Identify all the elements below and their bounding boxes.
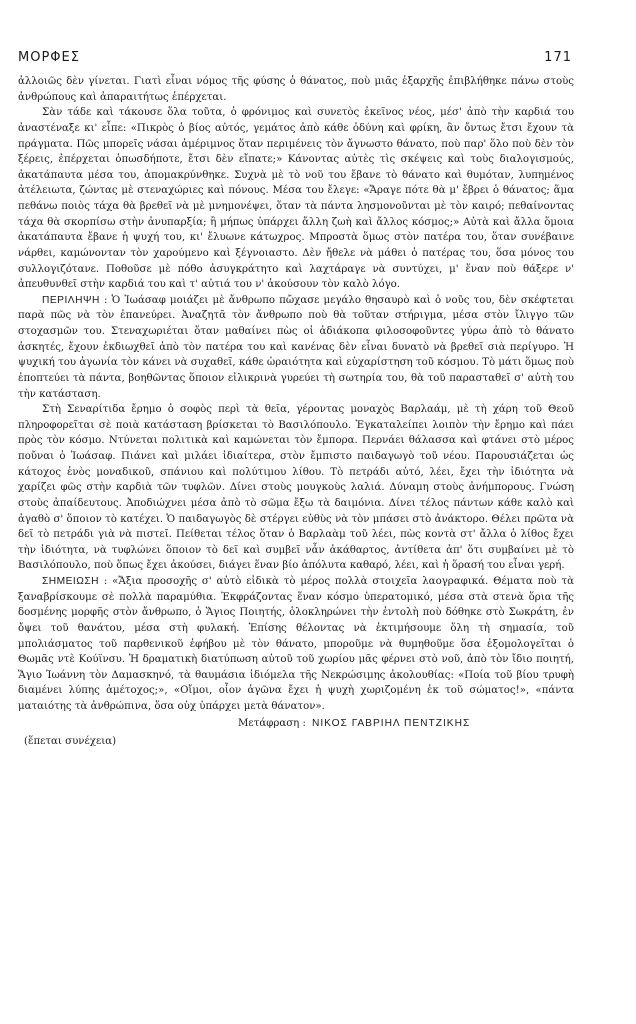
paragraph-2: Σὰν τάδε καὶ τάκουσε ὅλα τοῦτα, ὁ φρόνιμος καὶ συνετὸς ἐκεῖνος νέος, μέσ' ἀπὸ τὴν καρδιά του ἀναστέναξε κι' εἶπε: «Πικρὸς ὁ βίος αὐτός, γεμάτος ἀπὸ κάθε ὀδύνη καὶ φρίκη, ἂν ὄντως ἔτσι ἔχουν τὰ πράγματα. Πῶς μπορεῖς νάσαι ἀμέριμνος ὅταν περιμένεις τὸν ἄγνωστο θάνατο, ποὺ παρ' ὅλο ποὺ δὲν τὸν ξέρεις, ἐπέρχεται ὁπωσδήποτε, ἔτσι δὲν εἴπατε;» Κάνοντας αὐτὲς τὶς σκέψεις καὶ τοὺς διαλογισμούς, ἀκατάπαυτα μέσα του, ἀπομακρύνθηκε. Συχνὰ μὲ τὸ νοῦ του ἔβανε τὸ θάνατο καὶ θυμόταν, λυπημένος ἀτέλειωτα, ζώντας μὲ στεναχώριες καὶ πόνους. Μέσα του ἔλεγε: «Ἄραγε πότε θὰ μ' ἔβρει ὁ θάνατος; ἅμα πεθάνω ποιὸς τάχα θὰ βρεθεῖ νὰ μὲ μνημονέψει, ὅταν τὰ πάντα λησμονοῦνται μὲ τὸν καιρό; πεθαίνοντας τάχα θὰ σκορπίσω στὴν ἀνυπαρξία; ἢ μήπως ὑπάρχει ἄλλη ζωὴ καὶ ἄλλος κόσμος;» Αὐτὰ καὶ ἄλλα ὅμοια ἀκατάπαυτα ἔβανε ἡ ψυχή του, κι' ἔλυωνε κάτωχρος. Μπροστὰ ὅμως στὸν πατέρα του, ὅταν συνέβαινε νάρθει, καμώνονταν τὸν χαρούμενο καὶ ξέγνοιαστο. Δὲν ἤθελε νὰ μάθει ὁ πατέρας του, ὅσα μόνος του συλλογιζότανε. Ποθοῦσε μὲ πόθο ἀσυγκράτητο καὶ λαχτάραγε νὰ συντύχει, μ' ἕναν ποὺ θάξερε ν' ἀπευθυνθεῖ στὴν καρδιά του καὶ τ' αὐτιά του ν' ἀκούσουν τὸν καλὸ λόγο. (18, 107, 574, 291)
summary-text: : Ὁ Ἰωάσαφ μοιάζει μὲ ἄνθρωπο πὤχασε μεγάλο θησαυρὸ καὶ ὁ νοῦς του, δὲν σκέφτεται παρὰ πῶς νὰ τὸν ἐπανεύρει. Ἀναζητᾶ τὸν ἄνθρωπο ποὺ θὰ τοῦταν στήριγμα, μέσα στὸν ἴλιγγο τῶν στοχασμῶν του. Στεναχωριέται ὅταν μαθαίνει πὼς οἱ ἀδιάκοπα φιλοσοφοῦντες γύρω ἀπὸ τὸ θάνατο ἀσκητές, ἔχουν ἐκδιωχθεῖ ἀπὸ τὸν πατέρα του καὶ κανένας δὲν εἶναι δυνατὸ νὰ βρεθεῖ σιὰ περίγυρο. Ἡ ψυχική του ἀγωνία τὸν κάνει νὰ συχαθεῖ, κάθε ὡραιότητα καὶ εὐχαρίστηση τοῦ κόσμου. Τὸ μάτι ὅμως ποὺ ἐποπτεύει τὰ πάντα, βοηθῶντας ὅποιον εἰλικρινὰ γυρεύει τὴ σωτηρία του, θὰ τοῦ παρασταθεῖ σ' αὐτὴ του τὴν κατάσταση. (18, 294, 574, 400)
paragraph-4: Στὴ Σεναρίτιδα ἔρημο ὁ σοφὸς περὶ τὰ θεῖα, γέροντας μοναχὸς Βαρλαάμ, μὲ τὴ χάρη τοῦ Θεοῦ πληροφορεῖται σὲ ποιὰ κατάσταση βρίσκεται τὸ Βασιλόπουλο. Ἐγκαταλείπει λοιπὸν τὴν ἔρημο καὶ πάει πρὸς τὸν κόσμο. Ντύνεται πολιτικὰ καὶ καμώνεται τὸν ἔμπορα. Περνάει θάλασσα καὶ φτάνει στὸ μέρος ποὔναι ὁ Ἰωάσαφ. Πιάνει καὶ μιλάει ἰδιαίτερα, στὸν ἔμπιστο παιδαγωγὸ τοῦ νέου. Παρουσιάζεται ὡς κάτοχος ἑνὸς μοναδικοῦ, σπάνιου καὶ πολύτιμου λίθου. Τὸ πετράδι αὐτό, λέει, ἔχει τὴν ἰδιότητα νὰ χαρίζει φῶς στὴν καρδιὰ τῶν τυφλῶν. Δίνει στοὺς μουγκοὺς λαλιά. Δύναμη στοὺς ἀνήμπορους. Γνώση στοὺς ἀπαίδευτους. Ἀποδιώχνει μέσα ἀπὸ τὸ σῶμα ἔξω τὰ δαιμόνια. Δίνει τέλος πάντων κάθε καλὸ καὶ ἀγαθὸ σ' ὅποιον τὸ κατέχει. Ὁ παιδαγωγὸς δὲ στέργει εὐθὺς νὰ τὸν μπάσει στὸ ἀνάκτορο. Θέλει πρῶτα νὰ δεῖ τὸ πετράδι γιὰ νὰ πιστεῖ. Πείθεται τέλος ὅταν ὁ Βαρλαὰμ τοῦ λέει, πὼς κοντὰ στ' ἄλλα ὁ λίθος ἔχει τὴν ἰδιότητα, νὰ τυφλώνει ὅποιον τὸ δεῖ καὶ συμβεῖ νἆν ἀκάθαρτος, ἀντίθετα ἀπ' ὅτι συμβαίνει μὲ τὸ Βασιλόπουλο, ποὺ ὅπως ἔχει ἀκούσει, διάγει ἕναν βίο ἀπόλυτα καθαρό, λέει, καὶ ἡ ὅρασή του εἶναι γερή. (18, 404, 574, 572)
translation-label: Μετάφραση : (238, 717, 306, 729)
running-header (18, 50, 572, 68)
article-body (18, 74, 574, 750)
continued-note: (ἕπεται συνέχεια) (24, 736, 117, 748)
journal-title: ΜΟΡΦΕΣ (18, 50, 80, 65)
page-number: 171 (544, 50, 572, 65)
note-paragraph (18, 574, 574, 715)
summary-paragraph (18, 293, 574, 402)
note-heading: ΣΗΜΕΙΩΣΗ (42, 576, 100, 587)
translation-credit (238, 716, 574, 732)
paragraph-1: ἀλλοιῶς δὲν γίνεται. Γιατὶ εἶναι νόμος τῆς φύσης ὁ θάνατος, ποὺ μιᾶς ἐξαρχῆς ἐπιβλήθηκε πάνω στοὺς ἀνθρώπους καὶ ἀπαραιτήτως ἐπέρχεται. (18, 76, 574, 103)
summary-heading: ΠΕΡΙΛΗΨΗ (42, 294, 100, 306)
translator-name: ΝΙΚΟΣ ΓΑΒΡΙΗΛ ΠΕΝΤΖΙΚΗΣ (311, 717, 471, 729)
note-text: : «Ἄξια προσοχῆς σ' αὐτὸ εἰδικὰ τὸ μέρος πολλὰ στοιχεῖα λαογραφικά. Θέματα ποὺ τὰ ξαναβρίσκουμε σὲ πολλὰ παραμύθια. Ἐκφράζοντας ἕναν κόσμο ὑπερατομικό, μέσα στὰ στενὰ ὅρια τῆς δοσμένης μορφῆς στὸν ἄνθρωπο, ὁ Ἅγιος Ποιητής, ὁλοκληρώνει τὴν ἐντολὴ ποὺ δόθηκε στὸ Σωκράτη, ἐν ὄψει τοῦ θανάτου, μέσα στὴ φυλακή. Ἐπίσης θέλοντας νὰ ἐκτιμήσουμε ὅλη τὴ σημασία, τοῦ μπολιάσματος τοῦ παρθενικοῦ ἐφήβου μὲ τὸν θάνατο, μποροῦμε νὰ θυμηθοῦμε ὅσα ἐξομολογεῖται ὁ Θωμᾶς ντὲ Κούϊνσυ. Ἡ δραματικὴ διατύπωση αὐτοῦ τοῦ χωρίου μᾶς φέρνει στὸ νοῦ, ἀπὸ τὸν ἴδιο ποιητή, Ἅγιο Ἰωάννη τὸν Δαμασκηνό, τὰ θαυμάσια ἰδιόμελα τῆς Νεκρώσιμης ἀκολουθίας: «Ποία τοῦ βίου τρυφὴ διαμένει λύπης ἀμέτοχος;», «Οἴμοι, οἷον ἀγῶνα ἔχει ἡ ψυχὴ χωριζομένη ἐκ τοῦ σώματος!», «πάντα ματαιότης τὰ ἀνθρώπινα, ὅσα οὐχ ὑπάρχει μετὰ θάνατον». (18, 576, 574, 712)
